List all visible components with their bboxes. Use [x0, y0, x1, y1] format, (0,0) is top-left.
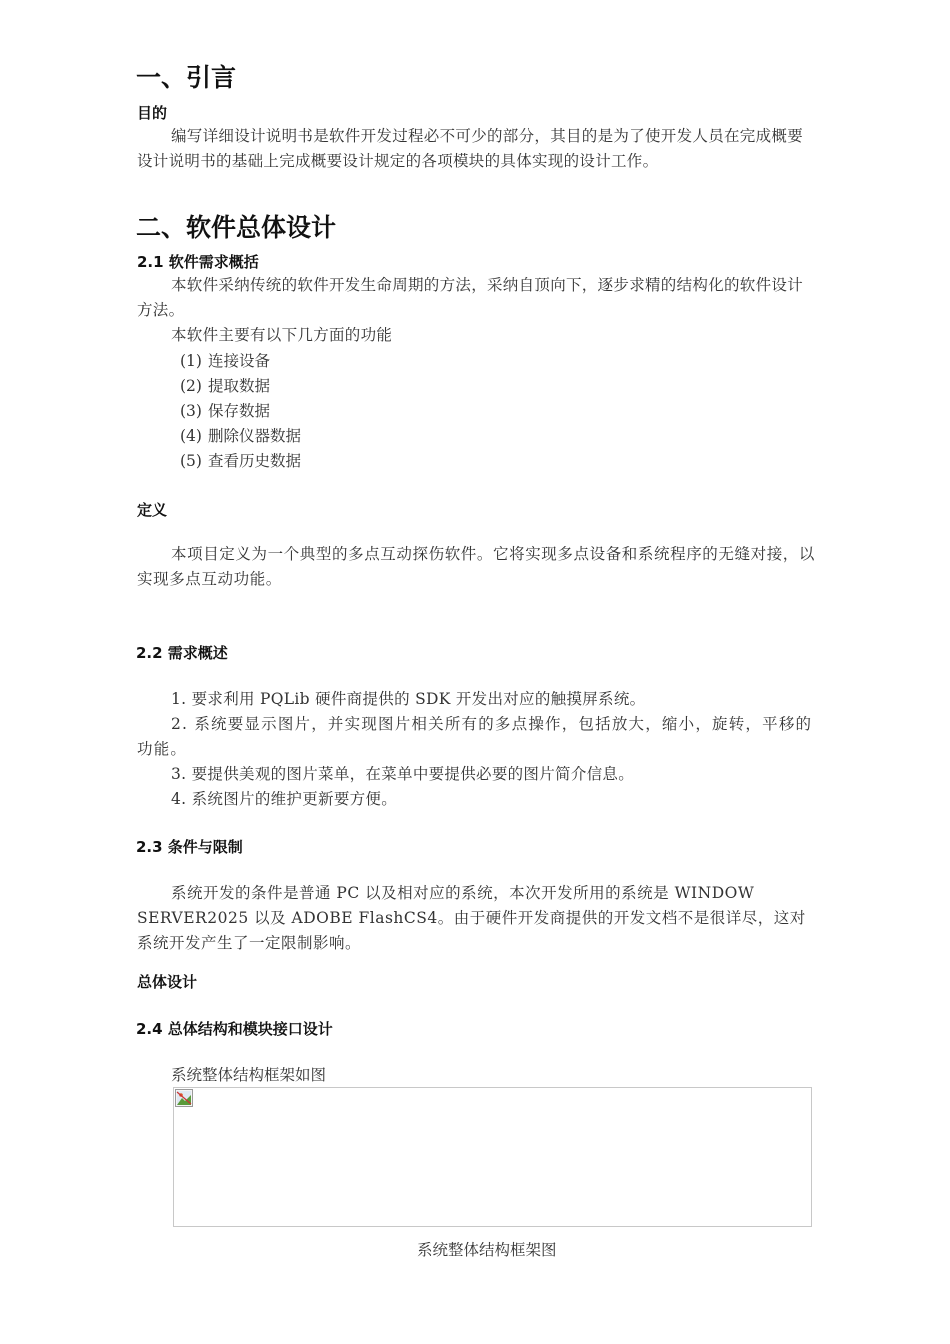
requirement-item: 2. 系统要显示图片，并实现图片相关所有的多点操作，包括放大，缩小，旋转，平移的功能。: [137, 715, 813, 758]
list-number: (5): [180, 452, 202, 470]
section-2-3-paragraph: 系统开发的条件是普通 PC 以及相对应的系统，本次开发所用的系统是 WINDOW SERVER2025 以及 ADOBE FlashCS4。由于硬件开发商提供的开发文档不是很详尽，这对系统开发产生了一定限制影响。: [137, 884, 806, 952]
structure-diagram-image: [173, 1087, 812, 1227]
definition-heading: 定义: [137, 501, 168, 519]
list-label: 提取数据: [208, 377, 271, 395]
purpose-paragraph: 编写详细设计说明书是软件开发过程必不可少的部分，其目的是为了使开发人员在完成概要设计说明书的基础上完成概要设计规定的各项模块的具体实现的设计工作。: [137, 127, 804, 170]
section-2-4-heading: 2.4 总体结构和模块接口设计: [136, 1020, 333, 1038]
functions-intro: 本软件主要有以下几方面的功能: [171, 326, 393, 344]
list-label: 连接设备: [208, 352, 271, 370]
list-item: [180, 449, 301, 471]
requirement-item: 1. 要求利用 PQLib 硬件商提供的 SDK 开发出对应的触摸屏系统。: [171, 690, 646, 708]
list-number: (3): [180, 402, 202, 420]
requirement-item: 4. 系统图片的维护更新要方便。: [171, 790, 398, 808]
list-label: 查看历史数据: [208, 452, 302, 470]
section-2-title: 二、软件总体设计: [136, 213, 337, 242]
list-item: [180, 399, 270, 421]
section-2-3-heading: 2.3 条件与限制: [136, 838, 243, 856]
list-item: [180, 374, 270, 396]
list-number: (4): [180, 427, 202, 445]
figure-intro: 系统整体结构框架如图: [171, 1066, 327, 1084]
requirement-item: 3. 要提供美观的图片菜单，在菜单中要提供必要的图片简介信息。: [171, 765, 635, 783]
section-2-2-heading: 2.2 需求概述: [136, 644, 228, 662]
list-number: (2): [180, 377, 202, 395]
definition-paragraph: 本项目定义为一个典型的多点互动探伤软件。它将实现多点设备和系统程序的无缝对接，以实现多点互动功能。: [137, 545, 816, 588]
overall-design-heading: 总体设计: [137, 973, 198, 991]
purpose-heading: 目的: [137, 104, 168, 122]
list-label: 保存数据: [208, 402, 271, 420]
figure-caption: 系统整体结构框架图: [417, 1241, 557, 1259]
section-2-1-heading: 2.1 软件需求概括: [137, 253, 259, 271]
list-item: [180, 424, 301, 446]
section-2-1-paragraph: 本软件采纳传统的软件开发生命周期的方法，采纳自顶向下，逐步求精的结构化的软件设计方法。: [137, 276, 804, 319]
section-1-title: 一、引言: [136, 63, 237, 92]
list-number: (1): [180, 352, 202, 370]
broken-image-icon: [175, 1089, 193, 1107]
list-item: [180, 349, 270, 371]
list-label: 删除仪器数据: [208, 427, 302, 445]
